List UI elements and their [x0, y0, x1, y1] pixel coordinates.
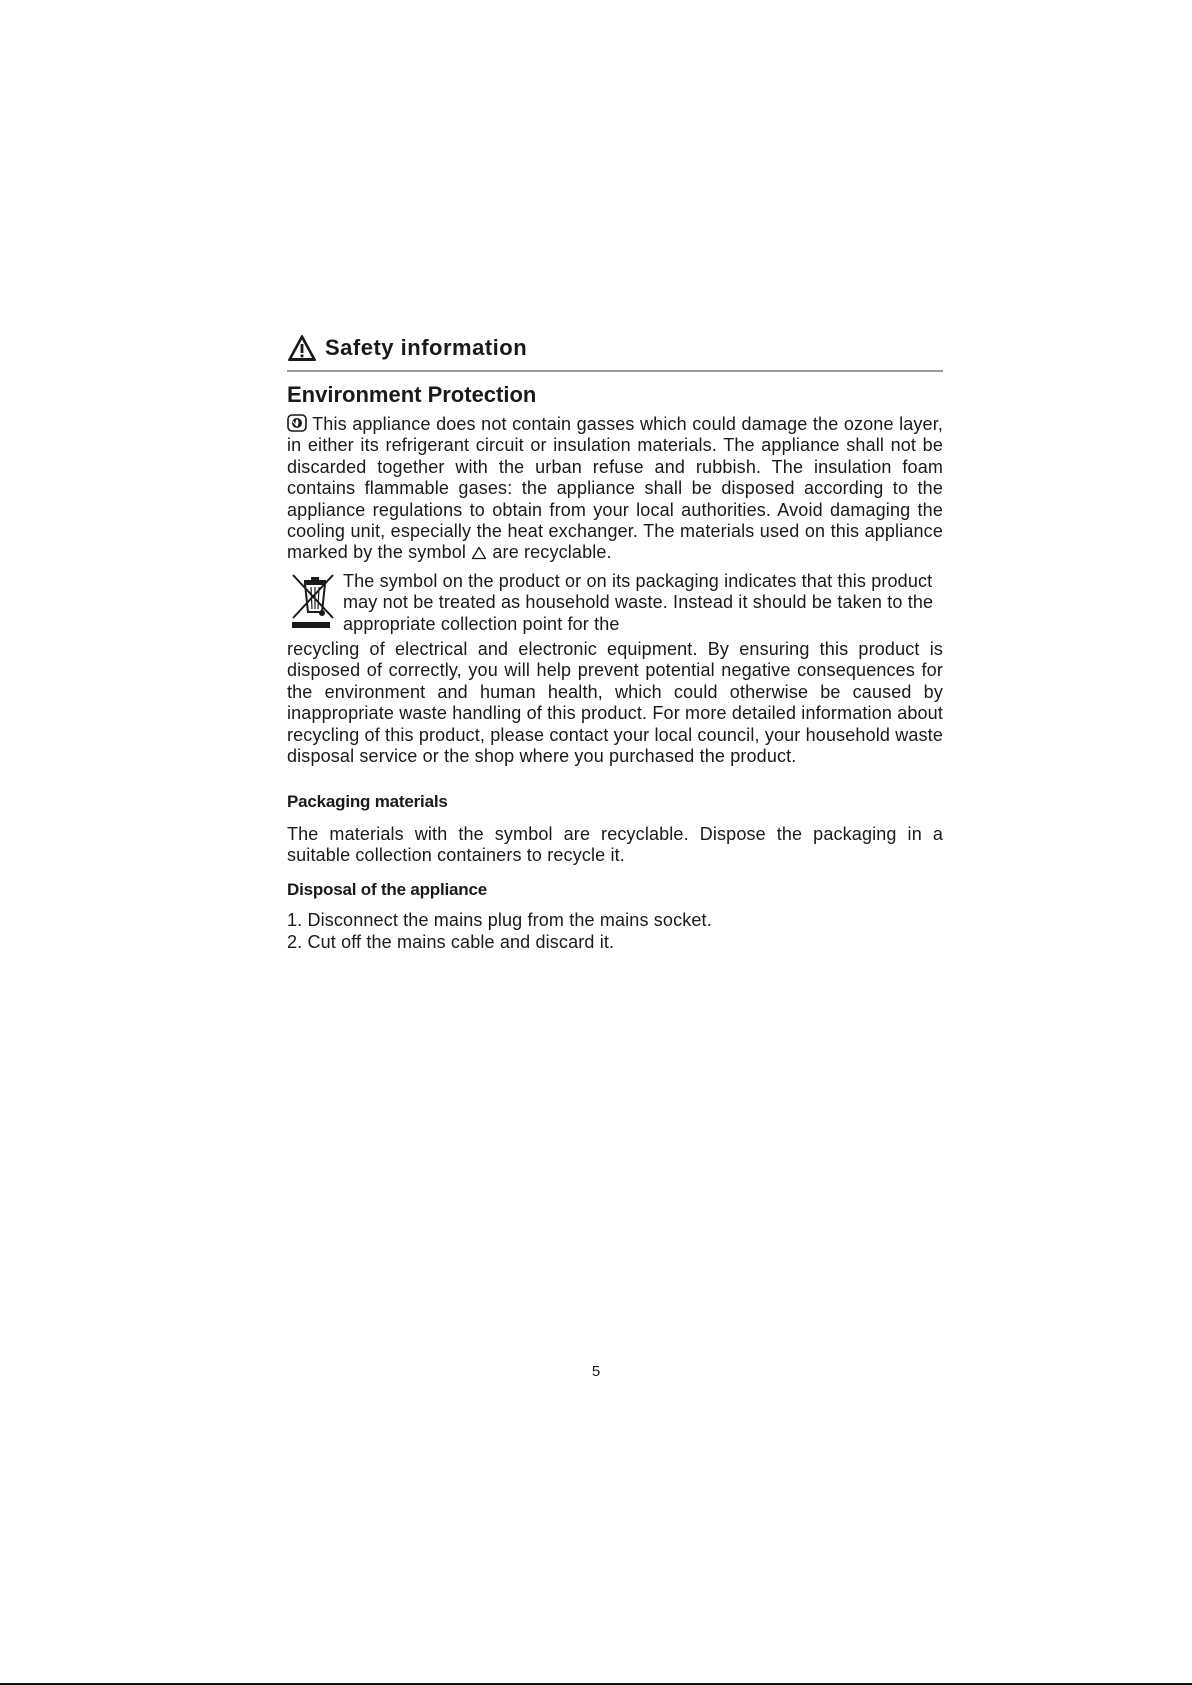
disposal-step: 2. Cut off the mains cable and discard it.: [287, 931, 615, 952]
packaging-text: The materials with the symbol are recyclable. Dispose the packaging in a suitable collection containers to recycle it.: [287, 823, 943, 865]
page-number: 5: [591, 1363, 601, 1380]
environment-text-end: are recyclable.: [492, 542, 612, 563]
weee-text: The symbol on the product or on its packaging indicates that this product may not be treated as household waste. Instead it should be taken to the appropriate collection point for the: [343, 570, 934, 634]
disposal-steps: [287, 910, 943, 953]
environment-paragraph: [287, 414, 943, 564]
recycle-symbol-icon: [471, 546, 487, 560]
manual-page: [287, 330, 943, 953]
section-header: [287, 330, 943, 366]
environment-text: This appliance does not contain gasses which could damage the ozone layer, in either its refrigerant circuit or insulation materials. The appliance shall not be discarded together with the urban refuse and rubbish. The insulation foam contains flammable gases: the appliance shall be disposed according to the appliance regulations to obtain from your local authorities. Avoid damaging the cooling unit, especially the heat exchanger. The materials used on this appliance marked by the symbol: [287, 414, 944, 563]
environment-heading: Environment Protection: [287, 382, 537, 407]
warning-triangle-icon: [287, 334, 317, 362]
header-divider: [287, 370, 943, 372]
section-title: Safety information: [325, 335, 528, 360]
packaging-heading: Packaging materials: [287, 791, 448, 811]
weee-notice: [287, 571, 943, 635]
crossed-bin-icon: [289, 572, 343, 630]
weee-continued-text: recycling of electrical and electronic equipment. By ensuring this product is disposed of correctly, you will help prevent potential negative consequences for the environment and human health, which could otherwise be caused by inappropriate waste handling of this product. For more detailed information about recycling of this product, please contact your local council, your household waste disposal service or the shop where you purchased the product.: [287, 639, 943, 767]
ozone-leaf-icon: [287, 414, 307, 432]
disposal-heading: Disposal of the appliance: [287, 880, 487, 900]
disposal-step: 1. Disconnect the mains plug from the mains socket.: [287, 910, 712, 931]
